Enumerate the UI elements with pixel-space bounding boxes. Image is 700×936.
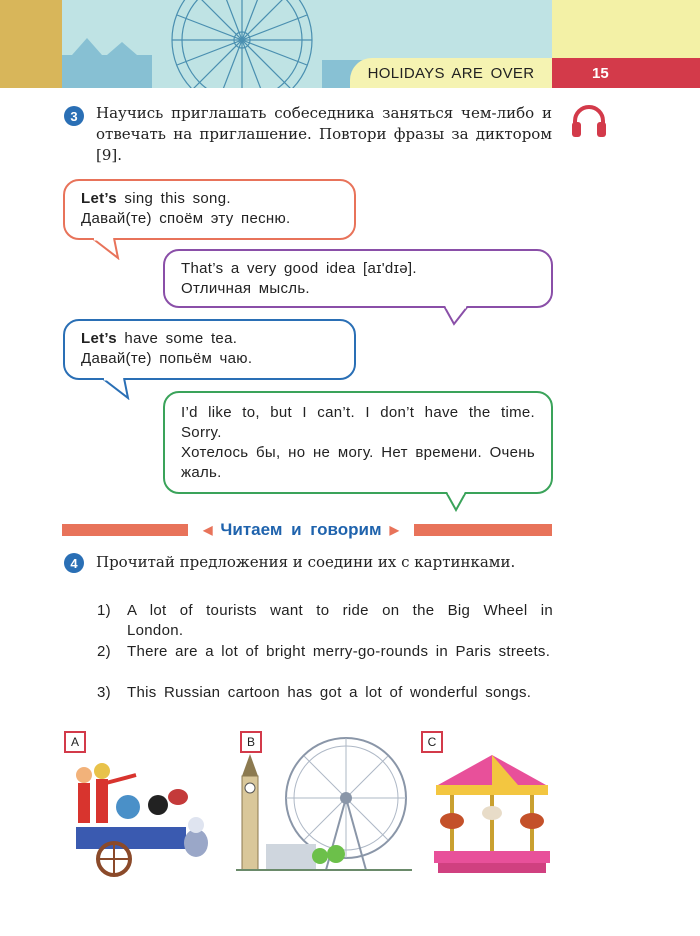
list-item-1-text: A lot of tourists want to ride on the Big Wheel in London. [127, 602, 553, 639]
bubble-2-translation: Отличная мысль. [181, 280, 310, 297]
list-item-1 [97, 601, 553, 641]
bubble-1-tail [90, 238, 124, 260]
picture-c-carousel[interactable] [428, 755, 556, 877]
bubble-1-translation: Давай(те) споём эту песню. [81, 210, 291, 227]
bubble-3-text: have some tea. [116, 330, 238, 347]
bubble-1-bold: Let’s [81, 190, 117, 207]
picture-a-cartoon-cart[interactable] [66, 755, 212, 880]
bubble-1-text: sing this song. [116, 190, 231, 207]
speech-bubble-1 [63, 179, 356, 240]
speech-bubble-3 [63, 319, 356, 380]
bubble-2-text: That’s a very good idea [aɪ'dɪə]. [181, 260, 417, 277]
exercise-4-instruction: Прочитай предложения и соедини их с картинками. [96, 553, 516, 571]
exercise-3-instruction: Научись приглашать собеседника заняться чем-либо и отвечать на приглашение. Повтори фразы за диктором [9]. [96, 104, 552, 164]
exercise-3-number: 3 [64, 106, 84, 126]
header-band-right [552, 0, 700, 60]
list-item-2 [97, 642, 553, 662]
headphones-icon[interactable] [570, 104, 608, 138]
list-item-3 [97, 683, 553, 703]
list-item-1-num: 1) [97, 602, 111, 619]
section-title [188, 517, 414, 543]
list-item-2-text: There are a lot of bright merry-go-rounds in Paris streets. [127, 643, 551, 660]
right-arrow-icon: ▶ [389, 523, 399, 537]
bubble-4-tail [442, 492, 472, 512]
header-band-left [0, 0, 62, 88]
bubble-4-translation: Хотелось бы, но не могу. Нет времени. Очень жаль. [181, 444, 535, 481]
speech-bubble-2 [163, 249, 553, 308]
bubble-3-bold: Let’s [81, 330, 117, 347]
section-title-text: Читаем и говорим [220, 520, 382, 539]
picture-label-c: C [421, 731, 443, 753]
left-arrow-icon: ◀ [203, 523, 213, 537]
bubble-2-tail [440, 306, 474, 326]
bubble-4-text: I’d like to, but I can’t. I don’t have the time. Sorry. [181, 404, 535, 441]
picture-label-b: B [240, 731, 262, 753]
picture-b-big-ben-london-eye[interactable] [236, 732, 412, 880]
bubble-3-tail [100, 378, 134, 400]
list-item-3-text: This Russian cartoon has got a lot of wonderful songs. [127, 684, 532, 701]
speech-bubble-4 [163, 391, 553, 494]
exercise-4-number: 4 [64, 553, 84, 573]
list-item-3-num: 3) [97, 684, 111, 701]
picture-label-a: A [64, 731, 86, 753]
page-number: 15 [552, 58, 700, 88]
bubble-3-translation: Давай(те) попьём чаю. [81, 350, 253, 367]
list-item-2-num: 2) [97, 643, 111, 660]
unit-title: HOLIDAYS ARE OVER [350, 58, 552, 88]
